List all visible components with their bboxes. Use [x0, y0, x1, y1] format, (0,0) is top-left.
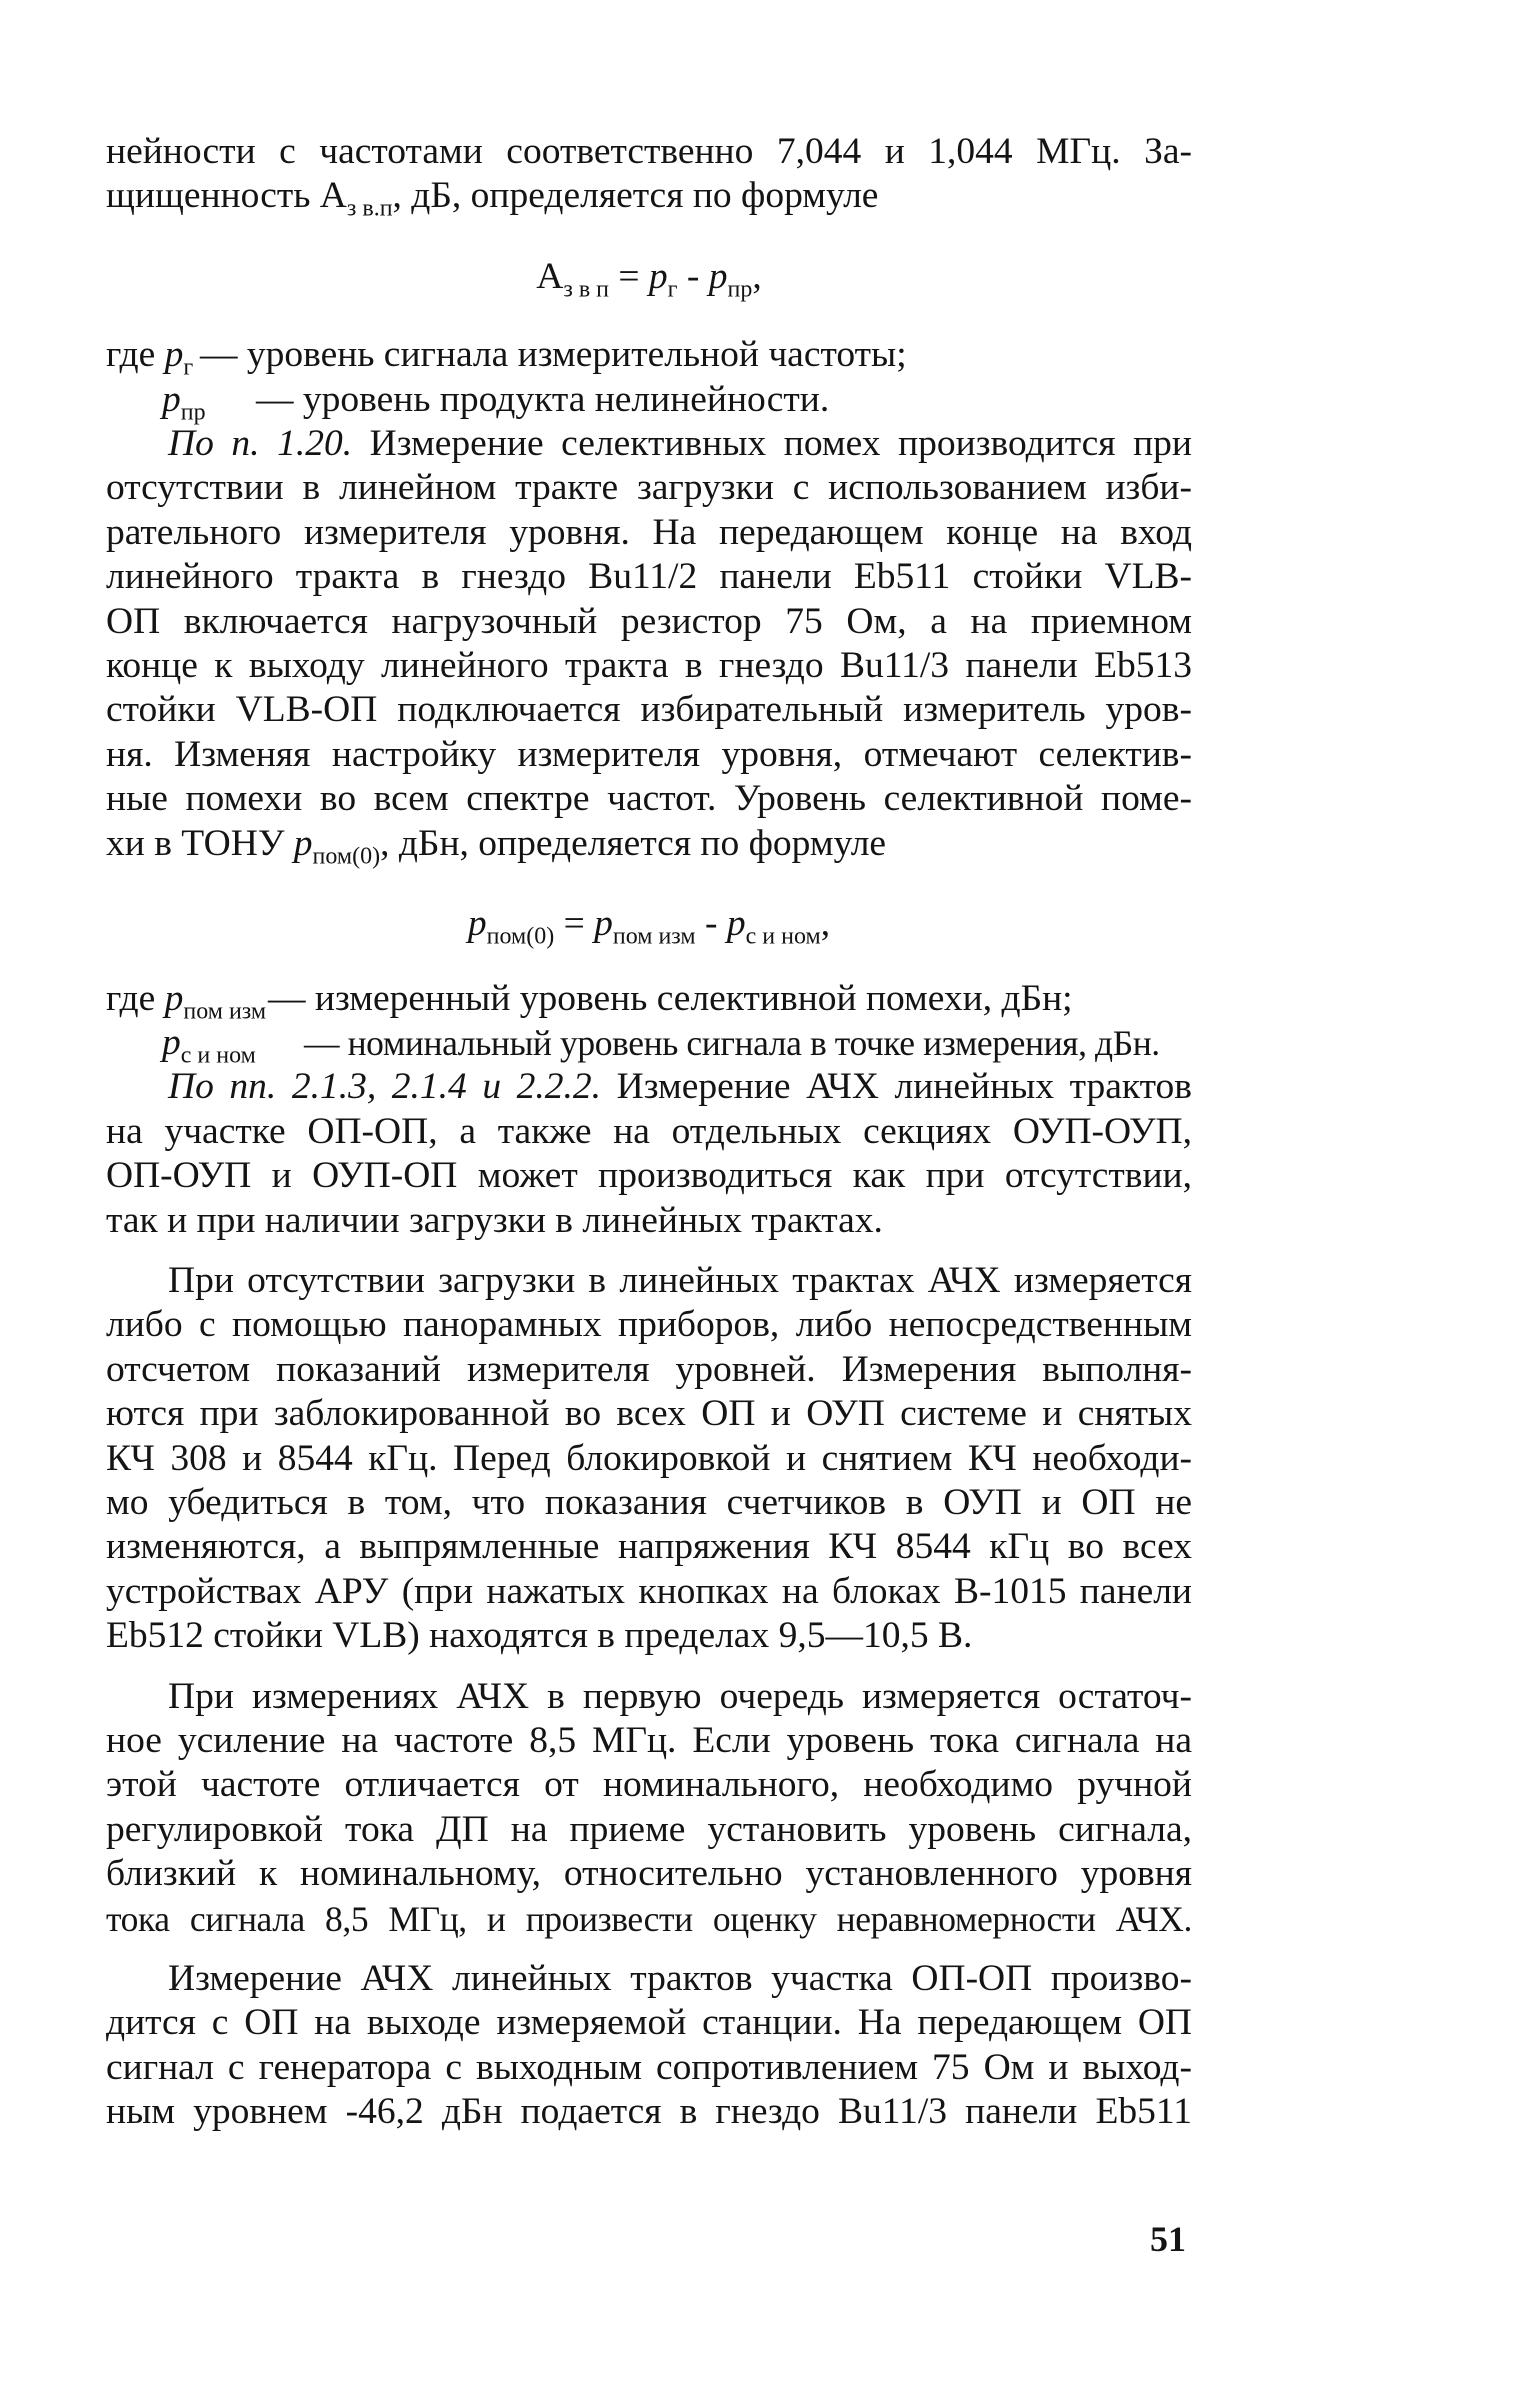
paragraph-line: ня. Изменяя настройку измерителя уровня, отмечают селектив- [106, 733, 1192, 775]
paragraph-line: либо с помощью панорамных приборов, либо непосредственным [106, 1304, 1192, 1346]
paragraph-line: регулировкой тока ДП на приеме установить уровень сигнала, [106, 1808, 1192, 1850]
definition-row: где $p_г$ — уровень сигнала измерительной частоты; [106, 334, 907, 381]
paragraph-line: Измерение АЧХ линейных трактов участка ОП-ОП произво- [168, 1958, 1192, 2000]
formula-selective-noise: $p_{пом(0)} = p_{пом изм} - p_{с и ном}$, [467, 903, 831, 950]
definition-row: где $p_{пом изм}$ — измеренный уровень селективной помехи, дБн; [106, 977, 1073, 1024]
paragraph-line: устройствах АРУ (при нажатых кнопках на блоках В-1015 панели [106, 1570, 1192, 1612]
page-body [106, 130, 1192, 2135]
paragraph-line: ОП включается нагрузочный резистор 75 Ом, а на приемном [106, 600, 1192, 642]
paragraph-line: конце к выходу линейного тракта в гнездо Bu11/3 панели Eb513 [106, 645, 1192, 687]
paragraph-line: отсутствии в линейном тракте загрузки с использованием изби- [106, 467, 1192, 509]
paragraph-line: дится с ОП на выходе измеряемой станции. На передающем ОП [106, 2002, 1192, 2044]
paragraph-line: стойки VLB-ОП подключается избирательный измеритель уров- [106, 689, 1192, 731]
paragraph-line: ОП-ОУП и ОУП-ОП может производиться как при отсутствии, [106, 1155, 1192, 1197]
paragraph-line: Eb512 стойки VLB) находятся в пределах 9,5—10,5 В. [106, 1615, 973, 1657]
paragraph-line: При измерениях АЧХ в первую очередь измеряется остаточ- [168, 1675, 1192, 1717]
paragraph-line: так и при наличии загрузки в линейных трактах. [106, 1199, 883, 1241]
definition-row: $p_{пр}$ — уровень продукта нелинейности. [162, 378, 830, 426]
paragraph-line: При отсутствии загрузки в линейных трактах АЧХ измеряется [168, 1259, 1192, 1301]
paragraph-line: тока сигнала 8,5 МГц, и произвести оценку неравномерности АЧХ. [106, 1898, 1192, 1939]
paragraph-line: этой частоте отличается от номинального, необходимо ручной [106, 1764, 1192, 1806]
paragraph-line: ным уровнем -46,2 дБн подается в гнездо Bu11/3 панели Eb511 [106, 2091, 1192, 2133]
definition-row: $p_{с и ном}$ — номинальный уровень сигнала в точке измерения, дБн. [162, 1021, 1160, 1069]
paragraph-line: ные помехи во всем спектре частот. Уровень селективной поме- [106, 778, 1192, 820]
paragraph-line: хи в ТОНУ $p_{пом(0)}$, дБн, определяется по формуле [106, 822, 887, 870]
paragraph-line: ное усиление на частоте 8,5 МГц. Если уровень тока сигнала на [106, 1720, 1192, 1761]
paragraph-line: ются при заблокированной во всех ОП и ОУП системе и снятых [106, 1393, 1192, 1435]
paragraph-line: По п. 1.20. Измерение селективных помех производится при [168, 423, 1192, 465]
paragraph-line: на участке ОП-ОП, а также на отдельных секциях ОУП-ОУП, [106, 1110, 1192, 1152]
formula-protection: $А_{з в п} = p_г - p_{пр}$, [536, 255, 762, 303]
text-line: нейности с частотами соответственно 7,044 и 1,044 МГц. За- [106, 131, 1192, 172]
paragraph-line: линейного тракта в гнездо Bu11/2 панели Eb511 стойки VLB- [106, 556, 1192, 598]
paragraph-line: КЧ 308 и 8544 кГц. Перед блокировкой и снятием КЧ необходи- [106, 1437, 1192, 1479]
paragraph-line: рательного измерителя уровня. На передающем конце на вход [106, 511, 1192, 553]
paragraph-line: сигнал с генератора с выходным сопротивлением 75 Ом и выход- [106, 2046, 1192, 2088]
paragraph-line: изменяются, а выпрямленные напряжения КЧ 8544 кГц во всех [106, 1526, 1192, 1568]
paragraph-line: По пп. 2.1.3, 2.1.4 и 2.2.2. Измерение АЧХ линейных трактов [168, 1066, 1192, 1108]
text-line: щищенность $А_{з в.п}$, дБ, определяется по формуле [106, 175, 879, 222]
paragraph-line: близкий к номинальному, относительно установленного уровня [106, 1853, 1192, 1895]
page-number: 51 [1150, 2219, 1186, 2259]
paragraph-line: мо убедиться в том, что показания счетчиков в ОУП и ОП не [106, 1481, 1192, 1523]
paragraph-line: отсчетом показаний измерителя уровней. Измерения выполня- [106, 1348, 1192, 1390]
